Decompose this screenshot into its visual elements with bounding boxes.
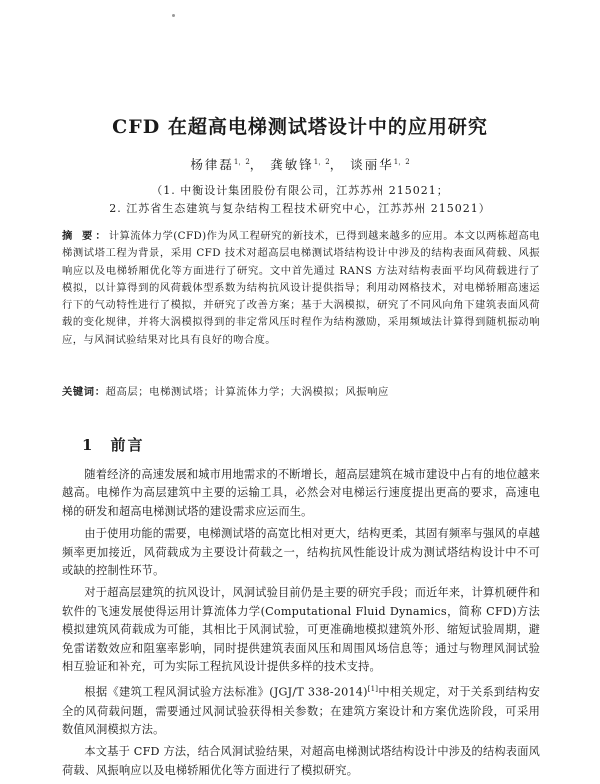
keywords-text: 超高层；电梯测试塔；计算流体力学；大涡模拟；风振响应 (105, 386, 389, 398)
paragraph: 对于超高层建筑的抗风设计，风洞试验目前仍是主要的研究手段；而近年来，计算机硬件和软件的飞速发展使得运用计算流体力学(Computational Fluid Dynamics，简称 CFD)方法模拟建筑风荷载成为可能，其相比于风洞试验，可更准确地模拟建筑外形、缩短试验周期，避免雷诺数效应和阻塞率影响，同时提供建筑表面风压和周围风场信息等；通过与物理风洞试验相互验证和补充，可为实际工程抗风设计提供多样的技术支持。 (62, 586, 540, 674)
author-affiliation-mark: 1，2 (313, 157, 330, 166)
citation: [1] (367, 685, 379, 694)
keywords (62, 383, 540, 398)
author-affiliation-mark: 1，2 (233, 157, 250, 166)
author-name: 龚敏锋 (270, 157, 314, 172)
abstract-label: 摘 要： (62, 230, 109, 242)
paragraph: 本文基于 CFD 方法，结合风洞试验结果，对超高电梯测试塔结构设计中涉及的结构表面风荷载、风振响应以及电梯轿厢优化等方面进行了模拟研究。 (62, 745, 540, 777)
abstract (62, 228, 540, 349)
paragraph: 由于使用功能的需要，电梯测试塔的高宽比相对更大，结构更柔，其固有频率与强风的卓越频率更加接近，风荷载成为主要设计荷载之一，结构抗风性能设计成为测试塔结构设计中不可或缺的控制性环节。 (62, 527, 540, 578)
section-title: 前言 (110, 436, 145, 454)
author-line: 杨律磊$^{1,2}$， 龚敏锋$^{1,2}$， 谈丽华$^{1,2}$ (190, 157, 410, 172)
section-number: 1 (82, 436, 95, 454)
affiliation-1: （1. 中衡设计集团股份有限公司，江苏苏州 215021； (151, 184, 449, 197)
paragraph: 根据《建筑工程风洞试验方法标准》(JGJ/T 338-2014)[1]中相关规定，对于关系到结构安全的风荷载问题，需要通过风洞试验获得相关参数；在建筑方案设计和方案优选阶段，可采用数值风洞模拟方法。 (62, 685, 540, 737)
keywords-label: 关键词： (62, 386, 106, 398)
scan-speck (172, 14, 175, 17)
paragraph: 随着经济的高速发展和城市用地需求的不断增长，超高层建筑在城市建设中占有的地位越来越高。电梯作为高层建筑中主要的运输工具，必然会对电梯运行速度提出更高的要求，高速电梯的研发和超高电梯测试塔的建设需求应运而生。 (62, 468, 540, 518)
author-affiliation-mark: 1，2 (393, 157, 410, 166)
author-name: 杨律磊 (190, 157, 234, 172)
body-text (62, 466, 540, 784)
section-heading (82, 434, 144, 455)
affiliation-2: 2. 江苏省生态建筑与复杂结构工程技术研究中心，江苏苏州 215021） (109, 202, 491, 215)
abstract-text: 计算流体力学(CFD)作为风工程研究的新技术，已得到越来越多的应用。本文以两栋超高电梯测试塔工程为背景，采用 CFD 技术对超高层电梯测试塔结构设计中涉及的结构表面风荷载、风振响应以及电梯轿厢优化等方面进行了研究。文中首先通过 RANS 方法对结构表面平均风荷载进行了模拟，以计算得到的风荷载体型系数为结构抗风设计提供指导；利用动网格技术，对电梯轿厢高速运行下的气动特性进行了模拟，并研究了改善方案；基于大涡模拟，研究了不同风向角下建筑表面风荷载的变化规律，并将大涡模拟得到的非定常风压时程作为结构激励，采用频域法计算得到随机振动响应，与风洞试验结果对比具有良好的吻合度。 (62, 230, 540, 346)
author-name: 谈丽华 (350, 157, 394, 172)
paper-title: CFD 在超高电梯测试塔设计中的应用研究 (112, 116, 488, 138)
